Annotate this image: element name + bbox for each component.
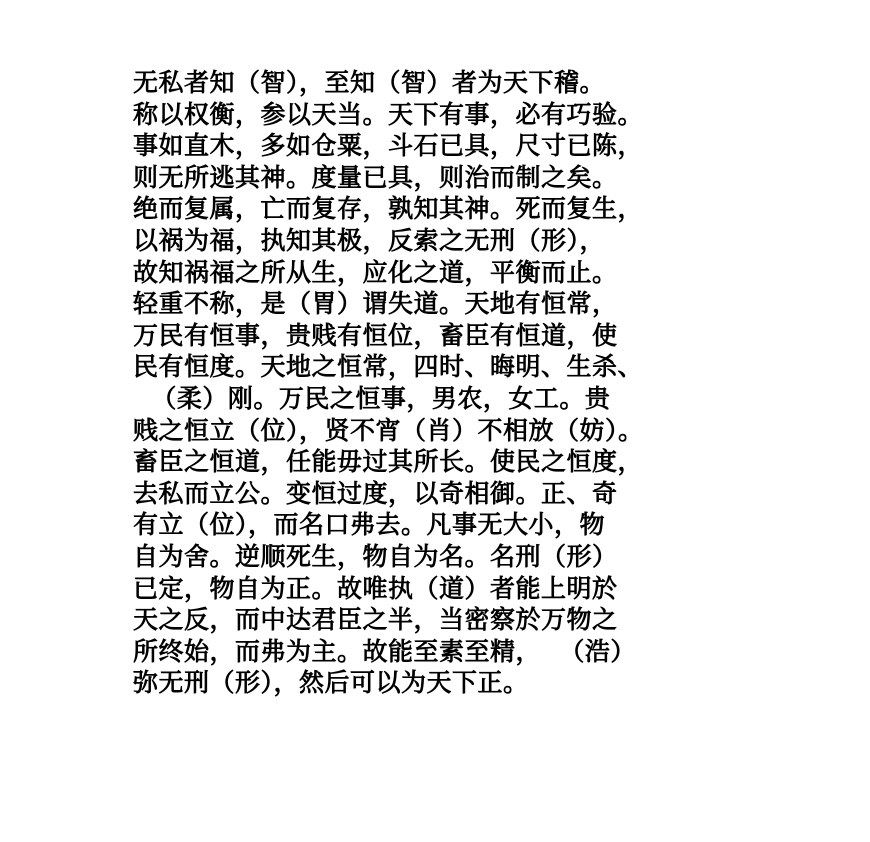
- text-line: 弥无刑（形），然后可以为天下正。: [133, 668, 529, 698]
- text-line: 以祸为福，执知其极，反索之无刑（形），: [133, 225, 606, 255]
- text-line: 绝而复属，亡而复存，孰知其神。死而复生，: [133, 194, 644, 224]
- text-line: 万民有恒事，贵贱有恒位，畜臣有恒道，使: [133, 320, 618, 350]
- text-line: 已定，物自为正。故唯执（道）者能上明於: [133, 573, 618, 603]
- text-line: 称以权衡，参以天当。天下有事，必有巧验。: [133, 99, 644, 129]
- text-line: 事如直木，多如仓粟，斗石已具，尺寸已陈，: [133, 131, 644, 161]
- text-line: 则无所逃其神。度量已具，则治而制之矣。: [133, 162, 618, 192]
- text-line: 畜臣之恒道，任能毋过其所长。使民之恒度，: [133, 447, 644, 477]
- text-line: 有立（位），而名口弗去。凡事无大小，物: [133, 510, 606, 540]
- text-line: 自为舍。逆顺死生，物自为名。名刑（形）: [133, 541, 618, 571]
- text-line: 所终始，而弗为主。故能至素至精， （浩）: [133, 636, 636, 666]
- text-line: 去私而立公。变恒过度，以奇相御。正、奇: [133, 478, 618, 508]
- text-line: 天之反，而中达君臣之半，当密察於万物之: [133, 605, 618, 635]
- text-body: [133, 67, 753, 699]
- text-line: 无私者知（智），至知（智）者为天下稽。: [133, 68, 606, 97]
- text-line: 故知祸福之所从生，应化之道，平衡而止。: [133, 257, 618, 287]
- text-line: （柔）刚。万民之恒事，男农，女工。贵: [133, 383, 611, 413]
- text-line: 贱之恒立（位），贤不宵（肖）不相放（妨）。: [133, 415, 644, 445]
- text-line: 民有恒度。天地之恒常，四时、晦明、生杀、: [133, 352, 644, 382]
- text-line: 轻重不称，是（胃）谓失道。天地有恒常，: [133, 289, 618, 319]
